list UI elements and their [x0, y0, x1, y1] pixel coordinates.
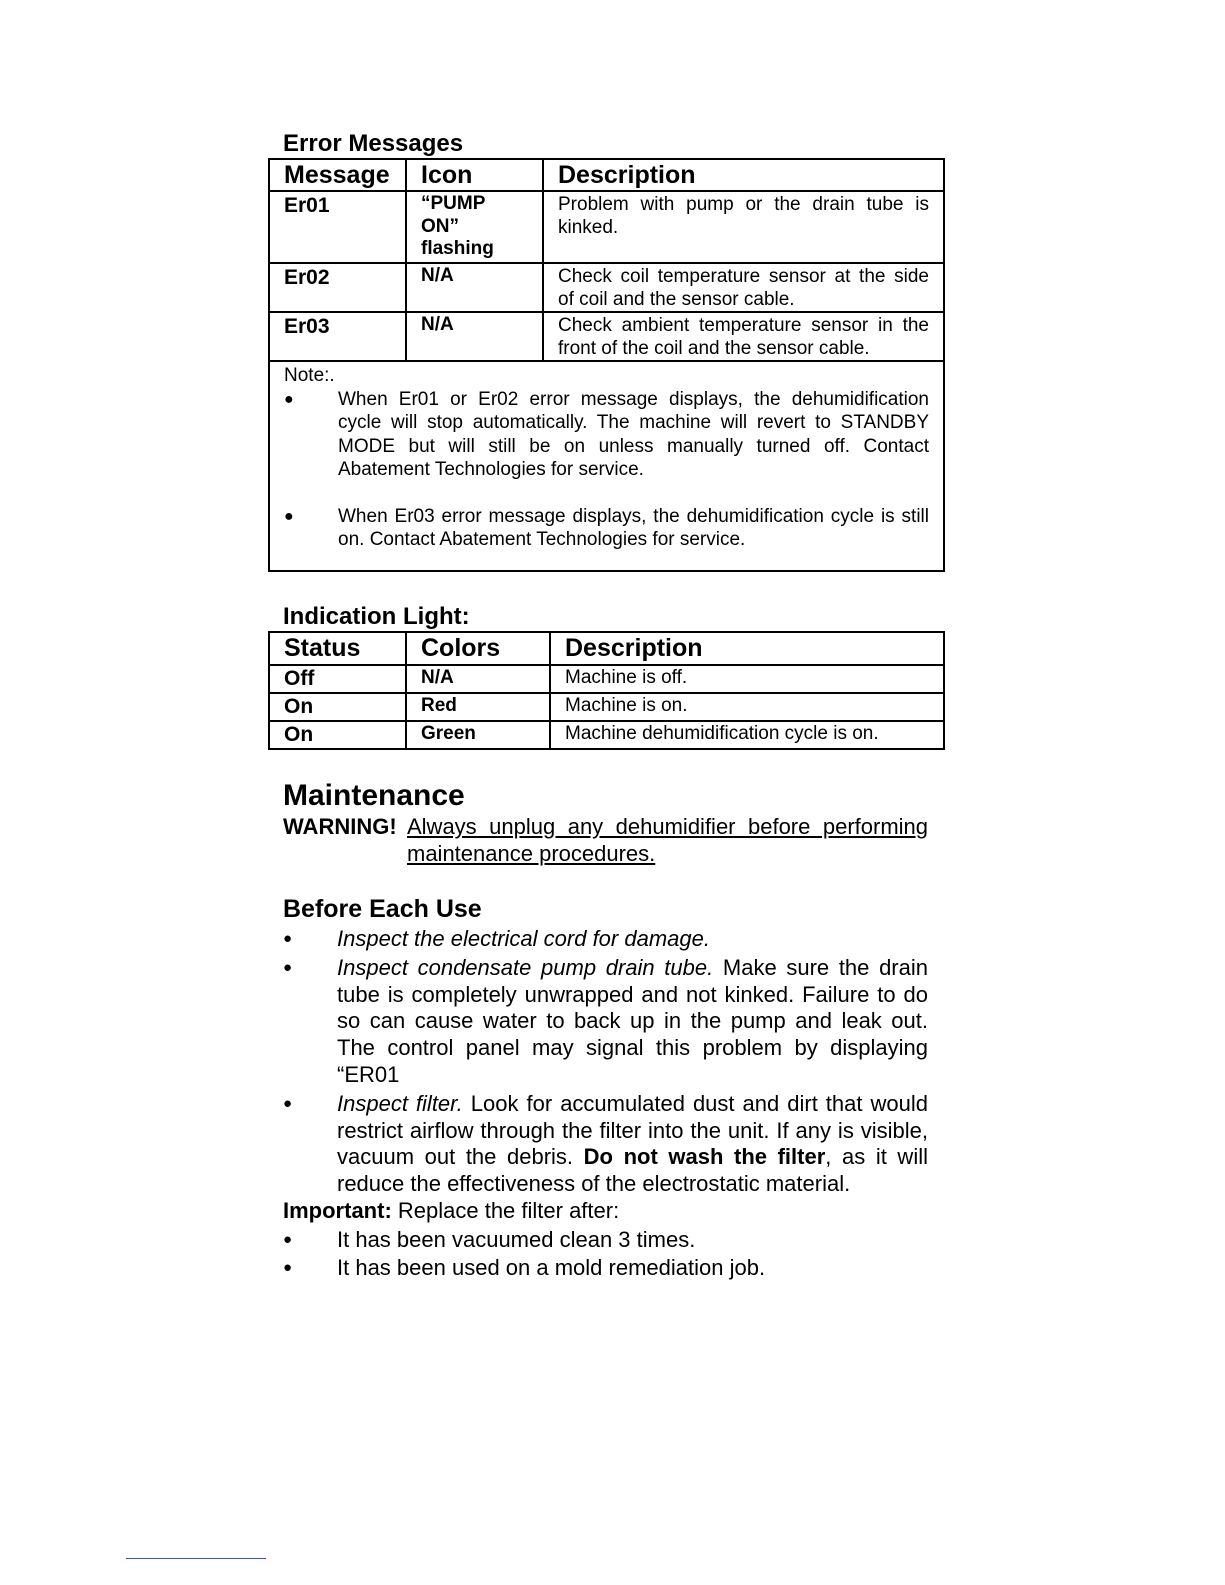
bullet-icon: ● — [283, 1230, 293, 1248]
bullet-icon: ● — [284, 390, 294, 408]
item-lead: Inspect the electrical cord for damage. — [337, 926, 710, 951]
note-item — [284, 505, 929, 552]
list-item — [283, 1091, 928, 1198]
bullet-icon: ● — [284, 507, 294, 525]
bullet-icon: ● — [283, 930, 293, 947]
maintenance-title: Maintenance — [283, 779, 465, 812]
item-tail: , as it will reduce the effectiveness of the electrostatic material. — [337, 1144, 928, 1197]
bullet-icon: ● — [283, 1094, 293, 1112]
indication-light-table — [268, 631, 945, 750]
note-cell — [269, 361, 944, 571]
error-code: Er03 — [269, 312, 406, 361]
table-row — [269, 191, 944, 263]
status-cell: On — [269, 693, 406, 721]
error-icon: “PUMP ON” flashing — [406, 191, 543, 263]
table-row — [269, 721, 944, 749]
item-bold: Do not wash the filter — [583, 1144, 826, 1170]
table-row — [269, 312, 944, 361]
header-status: Status — [269, 632, 406, 665]
list-item — [283, 1255, 928, 1282]
error-description: Problem with pump or the drain tube is kinked. — [543, 191, 944, 263]
error-messages-table — [268, 158, 945, 572]
replace-item: It has been used on a mold remediation job. — [337, 1254, 766, 1280]
color-cell: Green — [406, 721, 550, 749]
item-lead: Inspect condensate pump drain tube. — [337, 954, 714, 980]
description-cell: Machine dehumidification cycle is on. — [550, 721, 944, 749]
header-description: Description — [543, 159, 944, 191]
error-icon: N/A — [406, 312, 543, 361]
error-description: Check coil temperature sensor at the side of coil and the sensor cable. — [543, 263, 944, 312]
note-row — [269, 361, 944, 571]
bullet-icon: ● — [283, 958, 293, 976]
important-label: Important: — [283, 1197, 392, 1223]
list-item — [283, 1227, 928, 1254]
note-item — [284, 388, 929, 482]
error-description: Check ambient temperature sensor in the front of the coil and the sensor cable. — [543, 312, 944, 361]
bullet-icon: ● — [283, 1258, 293, 1276]
description-cell: Machine is on. — [550, 693, 944, 721]
header-icon: Icon — [406, 159, 543, 191]
replace-item: It has been vacuumed clean 3 times. — [337, 1226, 696, 1252]
note-text: When Er03 error message displays, the dehumidification cycle is still on. Contact Abatement Technologies for service. — [338, 505, 929, 550]
status-cell: Off — [269, 665, 406, 693]
list-item — [283, 955, 928, 1089]
status-cell: On — [269, 721, 406, 749]
note-text: When Er01 or Er02 error message displays, the dehumidification cycle will stop automatically. The machine will revert to STANDBY MODE but will still be on unless manually turned off. Contact Abatement Technologies for service. — [338, 388, 929, 480]
warning-label: WARNING! — [283, 814, 397, 839]
warning-text: Always unplug any dehumidifier before performing maintenance procedures. — [407, 814, 928, 866]
important-line — [283, 1198, 928, 1225]
item-text: Make sure the drain tube is completely unwrapped and not kinked. Failure to do so can cause water to back up in the pump and leak out. The control panel may signal this problem by displaying “ER01 — [337, 954, 928, 1087]
description-cell: Machine is off. — [550, 665, 944, 693]
header-message: Message — [269, 159, 406, 191]
note-label: Note:. — [284, 365, 335, 386]
table-row — [269, 263, 944, 312]
error-icon: N/A — [406, 263, 543, 312]
list-item — [283, 926, 928, 953]
item-text: Look for accumulated dust and dirt that would restrict airflow through the filter into the unit. If any is visible, vacuum out the debris. — [337, 1090, 928, 1170]
error-code: Er01 — [269, 191, 406, 263]
maintenance-warning — [283, 814, 928, 868]
table-row — [269, 665, 944, 693]
before-each-use-list — [283, 926, 928, 1281]
item-lead: Inspect filter. — [337, 1090, 463, 1116]
footnote-separator — [126, 1558, 266, 1559]
color-cell: N/A — [406, 665, 550, 693]
important-text: Replace the filter after: — [391, 1197, 620, 1223]
header-description: Description — [550, 632, 944, 665]
color-cell: Red — [406, 693, 550, 721]
table-row — [269, 693, 944, 721]
error-messages-title: Error Messages — [283, 130, 464, 157]
error-code: Er02 — [269, 263, 406, 312]
header-colors: Colors — [406, 632, 550, 665]
indication-light-title: Indication Light: — [283, 603, 470, 630]
before-each-use-title: Before Each Use — [283, 895, 482, 923]
